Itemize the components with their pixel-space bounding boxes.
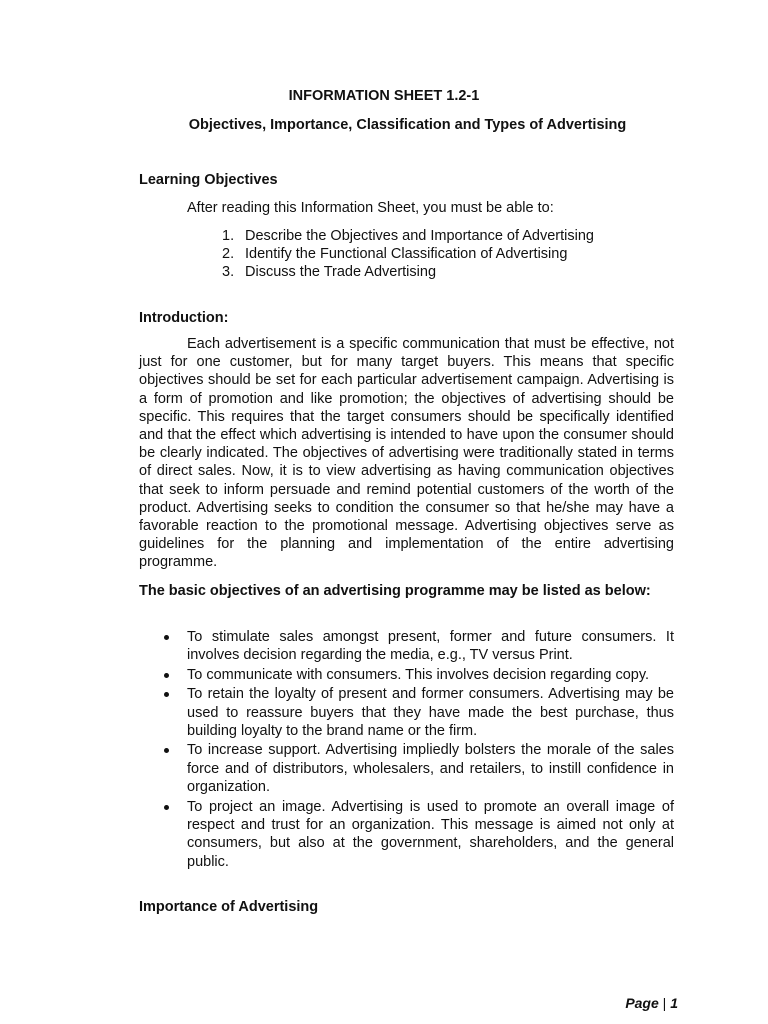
bullet-icon xyxy=(164,673,169,678)
basic-objectives-heading: The basic objectives of an advertising programme may be listed as below: xyxy=(139,583,651,599)
importance-heading: Importance of Advertising xyxy=(139,899,319,915)
list-text: To communicate with consumers. This involves decision regarding copy. xyxy=(187,666,650,683)
list-text: To increase support. Advertising impliedly bolsters the morale of the sales force and of distributors, wholesalers, and retailers, to instill confidence in organization. xyxy=(187,742,674,796)
page-number: 1 xyxy=(670,995,678,1011)
list-item xyxy=(160,798,674,872)
list-item xyxy=(160,628,674,665)
bullet-icon xyxy=(164,692,169,697)
list-text: Identify the Functional Classification of Advertising xyxy=(245,246,568,262)
bullet-icon xyxy=(164,748,169,753)
list-text: Discuss the Trade Advertising xyxy=(245,264,437,280)
list-number: 2. xyxy=(222,246,235,262)
basic-objectives-list xyxy=(160,628,674,872)
list-text: Describe the Objectives and Importance of Advertising xyxy=(245,228,594,244)
bullet-icon xyxy=(164,635,169,640)
list-number: 1. xyxy=(222,228,235,244)
introduction-heading: Introduction: xyxy=(139,310,229,326)
page-separator: | xyxy=(662,995,667,1011)
document-subtitle: Objectives, Importance, Classification and Types of Advertising xyxy=(188,117,627,133)
learning-objectives-intro: After reading this Information Sheet, you must be able to: xyxy=(187,200,554,216)
list-item xyxy=(222,263,594,281)
list-item xyxy=(160,741,674,796)
list-item xyxy=(222,227,594,245)
list-text: To stimulate sales amongst present, former and future consumers. It involves decision regarding the media, e.g., TV versus Print. xyxy=(187,629,674,664)
list-text: To retain the loyalty of present and former consumers. Advertising may be used to reassure buyers that they have made the best purchase, thus building loyalty to the brand name or the firm. xyxy=(187,686,674,740)
learning-objectives-heading: Learning Objectives xyxy=(139,172,278,188)
page-footer xyxy=(625,994,678,1012)
introduction-paragraph: Each advertisement is a specific communication that must be effective, not just for one customer, but for many target buyers. This means that specific objectives should be set for each particular advertisement campaign. Advertising is a form of promotion and like promotion; the objectives of advertising should be specific. This requires that the target consumers should be specifically identified and that the effect which advertising is intended to have upon the consumer should be clearly indicated. The objectives of advertising were traditionally stated in terms of direct sales. Now, it is to view advertising as having communication objectives that seek to inform persuade and remind potential customers of the worth of the product. Advertising seeks to condition the consumer so that he/she may have a favorable reaction to the promotional message. Advertising objectives serve as guidelines for the planning and implementation of the entire advertising programme. xyxy=(139,336,674,571)
page-label: Page xyxy=(625,995,659,1011)
learning-objectives-list xyxy=(222,227,594,281)
list-number: 3. xyxy=(222,264,235,280)
list-item xyxy=(160,666,674,684)
list-item xyxy=(160,685,674,740)
list-text: To project an image. Advertising is used to promote an overall image of respect and trust for an organization. This message is aimed not only at consumers, but also at the government, shareholders, and the general public. xyxy=(187,798,674,870)
document-title: INFORMATION SHEET 1.2-1 xyxy=(288,88,480,104)
bullet-icon xyxy=(164,805,169,810)
list-item xyxy=(222,245,594,263)
